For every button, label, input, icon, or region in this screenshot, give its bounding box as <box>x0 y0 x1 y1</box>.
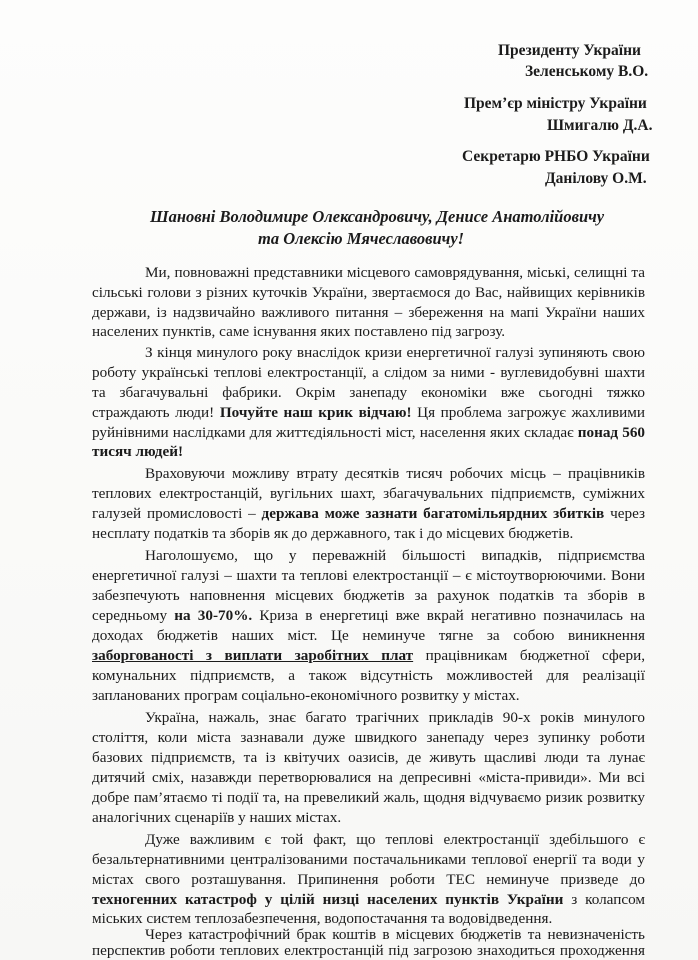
addressee-president-title: Президенту України <box>498 42 641 59</box>
p6-line-1: Дуже важливим є той факт, що теплові електростанції здебільшого є <box>145 831 645 848</box>
p6-line-3: містах свого розташування. Припинення роботи ТЕС неминуче призведе до <box>92 871 645 888</box>
addressee-president-name: Зеленському В.О. <box>525 63 649 80</box>
p4-line-7: комунальних підприємств, а також відсутність можливостей для реалізації <box>92 667 645 684</box>
p4-line-4-part-a: середньому <box>92 607 168 624</box>
addressee-rnbo-name: Данілову О.М. <box>545 170 647 187</box>
p4-line-4-emphasis: на 30-70%. <box>174 607 253 624</box>
p2-line-4-part-c: Ця проблема загрожує жахливими <box>417 404 646 421</box>
p5-line-5: добре пам’ятаємо ті події та, на превеликий жаль, щодня відчуваємо ризик розвитку <box>92 789 645 806</box>
addressee-pm-name: Шмигалю Д.А. <box>547 117 653 134</box>
p5-line-2: століття, коли міста зазнавали дуже швидкого занепаду через зупинку роботи <box>92 729 645 746</box>
p3-line-2: теплових електростанцій, вугільних шахт, збагачувальних підприємств, суміжних <box>92 485 645 502</box>
p2-line-4-part-a: страждають люди! <box>92 404 215 421</box>
p2-line-4 <box>92 404 645 422</box>
p2-line-5 <box>92 424 645 442</box>
p6-line-5: міських систем теплозабезпечення, водопостачання та водовідведення. <box>92 910 553 927</box>
p3-line-3 <box>92 505 645 523</box>
p5-line-6: аналогічних сценаріїв у наших містах. <box>92 809 342 826</box>
p4-line-5: доходах бюджетів наших міст. Це неминуче тягне за собою виникнення <box>92 627 645 644</box>
addressee-rnbo-title: Секретарю РНБО України <box>462 148 650 165</box>
p3-line-3-emphasis: держава може зазнати багатомільярдних збитків <box>261 505 605 522</box>
p7-line-1: Через катастрофічний брак коштів в місцевих бюджетів та невизначеність <box>145 926 645 943</box>
p2-line-5-emphasis: понад 560 <box>577 424 646 441</box>
p6-line-4 <box>92 891 645 909</box>
p3-line-1: Враховуючи можливу втрату десятків тисяч робочих місць – працівників <box>145 465 645 482</box>
addressee-pm-title: Прем’єр міністру України <box>464 95 647 112</box>
p3-line-3-part-a: галузей промисловості – <box>92 505 256 522</box>
p2-line-5-part-a: руйнівними наслідками для життєдіяльності міст, населення яких складає <box>92 424 574 441</box>
p1-line-2: сільські голови з різних куточків України, звертаємося до Вас, найвищих керівників <box>92 284 645 301</box>
p7-line-2: перспектив роботи теплових електростанцій під загрозою знаходиться проходження <box>92 942 645 959</box>
p5-line-4: дитячий сміх, назавжди перетворювалися на депресивні «міста-привиди». Ми всі <box>92 769 645 786</box>
p3-line-4: несплату податків та зборів як до державного, так і до місцевих бюджетів. <box>92 525 574 542</box>
p5-line-3: базових підприємств, та із квітучих оазисів, де живуть щасливі люди та лунає <box>92 749 645 766</box>
p2-line-3: та збагачувальні фабрики. Окрім занепаду економіки вже сьогодні тяжко <box>92 384 645 401</box>
p6-line-4-emphasis: техногенних катастроф у цілій низці населених пунктів України <box>92 891 564 908</box>
p4-line-3: забезпечують наповнення місцевих бюджетів за рахунок податків та зборів в <box>92 587 645 604</box>
p1-line-4: населених пунктів, саме існування яких поставлено під загрозу. <box>92 323 506 340</box>
p4-line-4 <box>92 607 645 625</box>
salutation-line-2: та Олексію Мячеславовичу! <box>258 229 465 248</box>
p6-line-2: безальтернативними централізованими постачальниками теплової енергії та води у <box>92 851 645 868</box>
p1-line-1: Ми, повноважні представники місцевого самоврядування, міські, селищні та <box>145 264 645 281</box>
p4-line-1: Наголошуємо, що у переважній більшості випадків, підприємства <box>145 547 645 564</box>
p2-line-1: З кінця минулого року внаслідок кризи енергетичної галузі зупиняють свою <box>145 344 645 361</box>
p3-line-3-part-c: через <box>610 505 645 522</box>
p2-line-6: тисяч людей! <box>92 443 184 460</box>
p4-line-4-part-c: Криза в енергетиці вже вкрай негативно позначилась на <box>259 607 646 624</box>
p4-line-2: енергетичної галузі – шахти та теплові електростанції – є містоутворюючими. Вони <box>92 567 645 584</box>
p6-line-4-part-b: з колапсом <box>571 891 646 908</box>
p2-line-2: роботу українські теплові електростанції, а слідом за ними - вуглевидобувні шахти <box>92 364 645 381</box>
p4-line-6 <box>92 647 645 665</box>
p1-line-3: держави, із надзвичайно важливого питання – збереження на мапі України наших <box>92 304 645 321</box>
p4-line-6-part-b: працівникам бюджетної сфери, <box>425 647 645 664</box>
p4-line-8: запланованих програм соціально-економічного розвитку у містах. <box>92 687 520 704</box>
p2-line-4-emphasis: Почуйте наш крик відчаю! <box>219 404 412 421</box>
salutation-line-1: Шановні Володимире Олександровичу, Денисе Анатолійовичу <box>150 207 605 226</box>
p4-line-6-emphasis: заборгованості з виплати заробітних плат <box>92 647 414 664</box>
p5-line-1: Україна, нажаль, знає багато трагічних прикладів 90-х років минулого <box>145 709 645 726</box>
